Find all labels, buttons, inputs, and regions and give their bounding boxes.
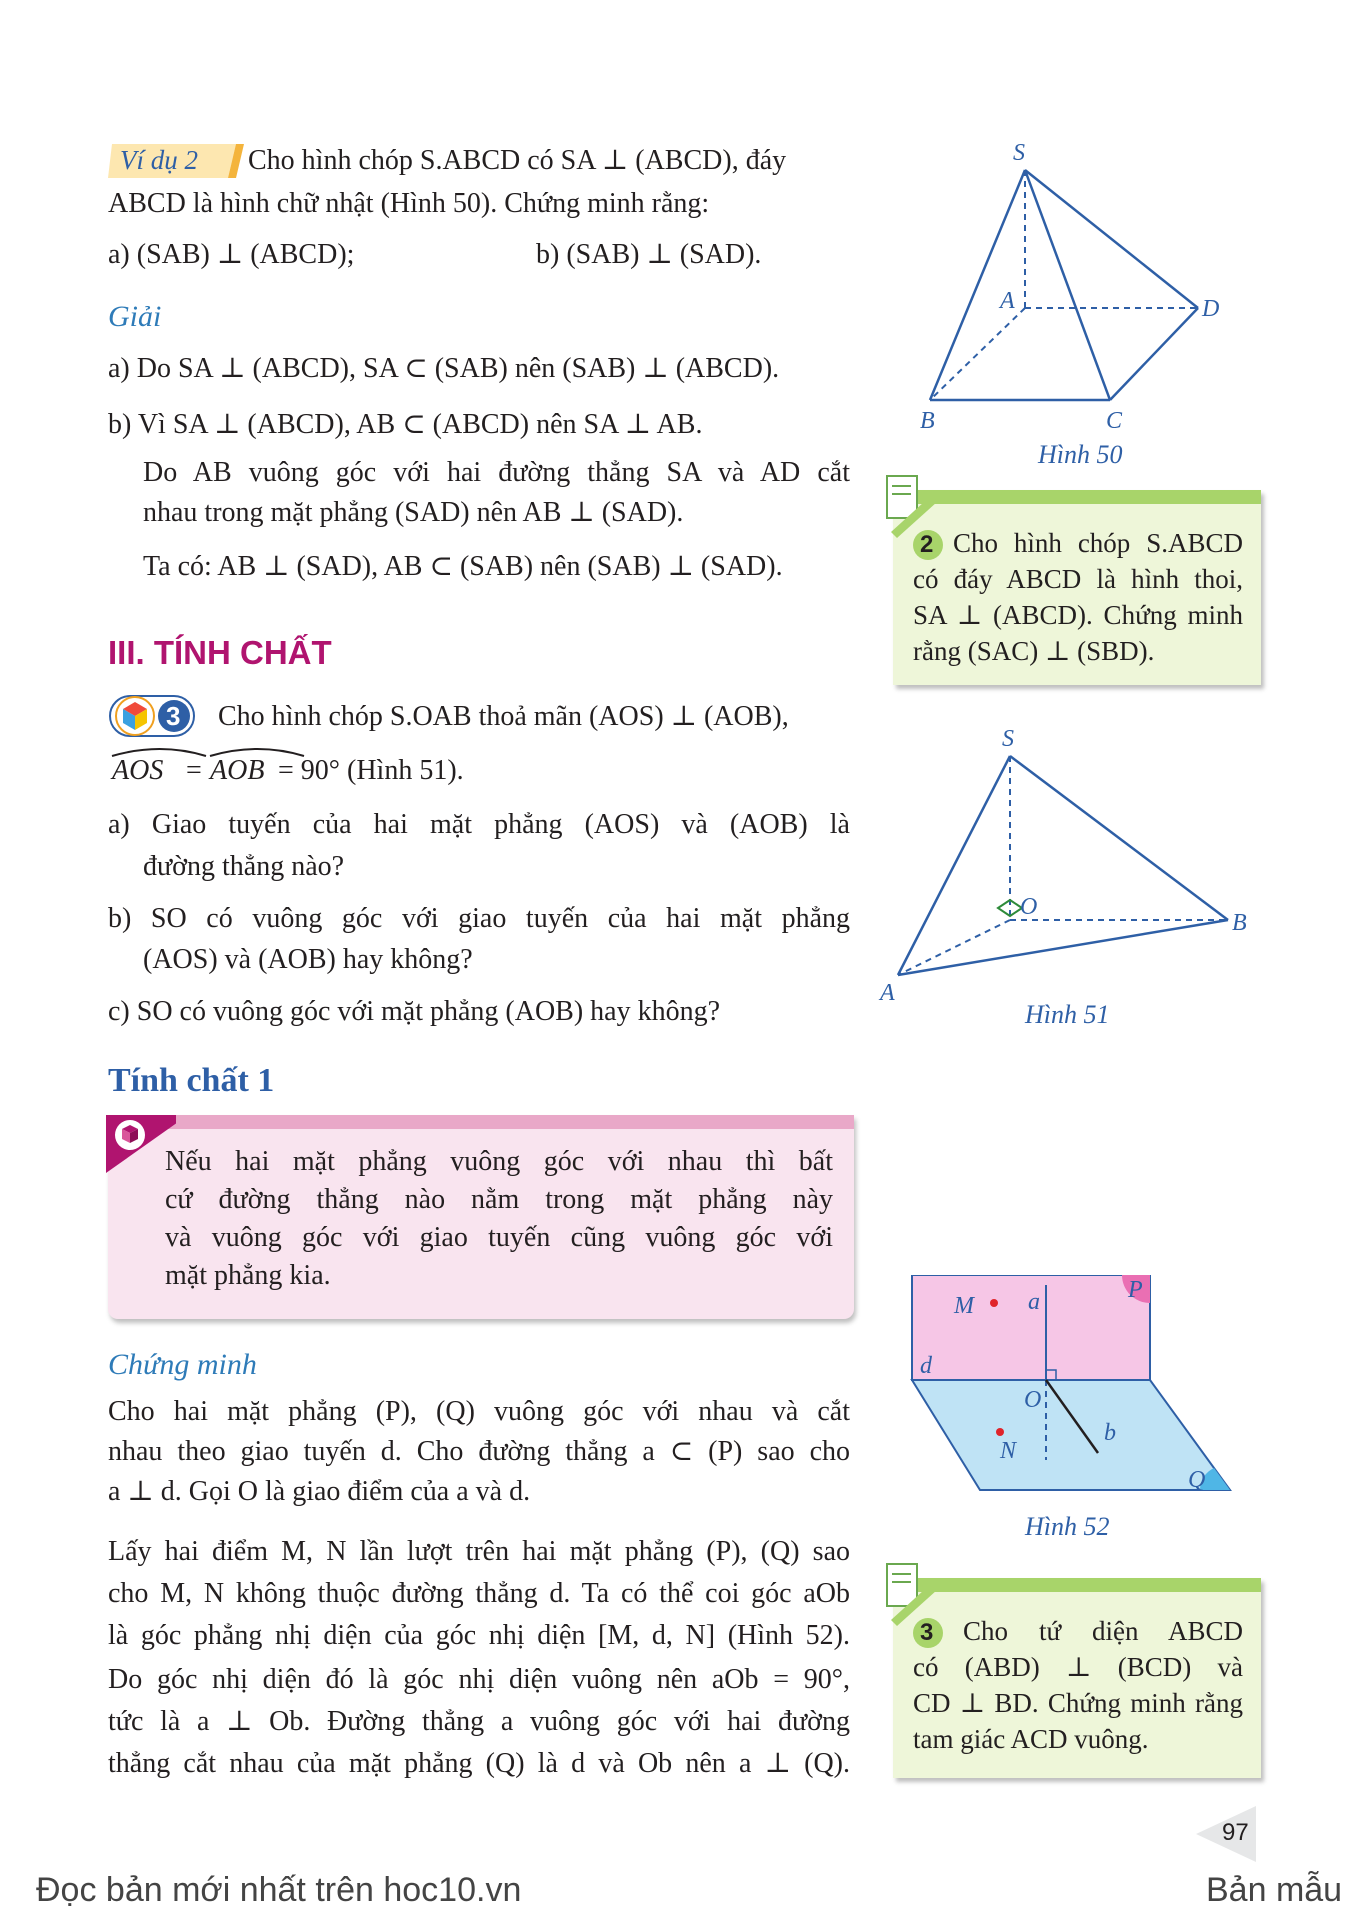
fig52-caption: Hình 52 [1025, 1512, 1110, 1541]
proof-p4: Lấy hai điểm M, N lần lượt trên hai mặt phẳng (P), (Q) sao [108, 1536, 850, 1567]
fig52-label-p: P [1128, 1277, 1143, 1303]
fig52-label-m: M [954, 1293, 974, 1319]
activity-a1: a) Giao tuyến của hai mặt phẳng (AOS) và (AOB) là [108, 809, 850, 840]
fig51-label-a: A [880, 980, 895, 1006]
figure-51 [870, 720, 1250, 1010]
proof-title: Chứng minh [108, 1348, 257, 1381]
practice2-l2: có đáy ABCD là hình thoi, [913, 564, 1243, 594]
activity-line1: Cho hình chóp S.OAB thoả mãn (AOS) ⊥ (AOB), [218, 701, 789, 732]
example-part-b: b) (SAB) ⊥ (SAD). [536, 239, 762, 270]
activity-badge [108, 690, 196, 740]
practice2-l4: rằng (SAC) ⊥ (SBD). [913, 636, 1155, 666]
fig51-label-o: O [1020, 894, 1038, 920]
practice3-bar [893, 1578, 1261, 1592]
proof-p3: a ⊥ d. Gọi O là giao điểm của a và d. [108, 1476, 531, 1507]
fig50-label-s: S [1013, 140, 1025, 166]
practice2-l3: SA ⊥ (ABCD). Chứng minh [913, 600, 1243, 630]
solution-b1: b) Vì SA ⊥ (ABCD), AB ⊂ (ABCD) nên SA ⊥ AB. [108, 409, 703, 440]
section-title: III. TÍNH CHẤT [108, 634, 332, 671]
fig50-label-d: D [1202, 296, 1220, 322]
property-title: Tính chất 1 [108, 1062, 275, 1099]
footer-right-label: Bản mẫu [1206, 1871, 1343, 1909]
example-line2: ABCD là hình chữ nhật (Hình 50). Chứng minh rằng: [108, 188, 710, 219]
fig52-label-n: N [1000, 1438, 1017, 1464]
property-l2: cứ đường thẳng nào nằm trong mặt phẳng này [165, 1184, 833, 1215]
fig51-caption: Hình 51 [1025, 1000, 1110, 1029]
proof-p1: Cho hai mặt phẳng (P), (Q) vuông góc với nhau và cắt [108, 1396, 850, 1427]
activity-b2: (AOS) và (AOB) hay không? [143, 944, 473, 975]
practice3-l2: có (ABD) ⊥ (BCD) và [913, 1652, 1243, 1682]
fig52-label-b: b [1104, 1420, 1116, 1446]
fig52-label-d: d [920, 1353, 932, 1379]
activity-a2: đường thẳng nào? [143, 851, 345, 882]
activity-eq: = [186, 755, 202, 786]
practice3-box [893, 1578, 1261, 1778]
fig50-label-c: C [1106, 408, 1123, 430]
activity-b1: b) SO có vuông góc với giao tuyến của hai mặt phẳng [108, 903, 850, 934]
practice2-bar [893, 490, 1261, 504]
example-line1: Cho hình chóp S.ABCD có SA ⊥ (ABCD), đáy [248, 145, 787, 176]
proof-p6: là góc phẳng nhị diện của góc nhị diện [M, d, N] (Hình 52). [108, 1620, 850, 1651]
angle-aos: AOS [112, 755, 164, 786]
figure-50 [900, 130, 1240, 430]
fig52-label-o: O [1024, 1387, 1042, 1413]
practice3-number: 3 [920, 1619, 934, 1646]
practice3-l4: tam giác ACD vuông. [913, 1724, 1149, 1754]
property-l1: Nếu hai mặt phẳng vuông góc với nhau thì bất [165, 1146, 833, 1177]
practice2-box [893, 490, 1261, 685]
activity-c: c) SO có vuông góc với mặt phẳng (AOB) hay không? [108, 996, 721, 1027]
property-bar [108, 1115, 854, 1129]
practice2-number: 2 [920, 531, 934, 558]
fig51-label-b: B [1232, 910, 1247, 936]
property-l4: mặt phẳng kia. [165, 1260, 331, 1291]
activity-line2-right: = 90° (Hình 51). [278, 755, 464, 786]
example-tag [108, 142, 240, 178]
proof-p7: Do góc nhị diện đó là góc nhị diện vuông nên aOb = 90°, [108, 1664, 850, 1695]
fig50-label-a: A [1000, 288, 1015, 314]
solution-a: a) Do SA ⊥ (ABCD), SA ⊂ (SAB) nên (SAB) ⊥ (ABCD). [108, 353, 780, 384]
proof-p5: cho M, N không thuộc đường thẳng d. Ta có thể coi góc aOb [108, 1578, 850, 1609]
fig51-label-s: S [1002, 726, 1014, 752]
solution-b3: nhau trong mặt phẳng (SAD) nên AB ⊥ (SAD). [143, 497, 684, 528]
property-l3: và vuông góc với giao tuyến cũng vuông góc với [165, 1222, 833, 1253]
fig52-label-q: Q [1188, 1467, 1206, 1493]
footer-left-link[interactable]: Đọc bản mới nhất trên hoc10.vn [36, 1871, 522, 1909]
property-box [108, 1115, 854, 1319]
angle-aob: AOB [210, 755, 265, 786]
practice3-l3: CD ⊥ BD. Chứng minh rằng [913, 1688, 1243, 1718]
proof-p9: thẳng cắt nhau của mặt phẳng (Q) là d và Ob nên a ⊥ (Q). [108, 1748, 850, 1779]
activity-number: 3 [166, 701, 181, 731]
fig50-label-b: B [920, 408, 935, 430]
practice3-l1: Cho tứ diện ABCD [963, 1616, 1243, 1646]
activity-aos [112, 754, 163, 788]
solution-title: Giải [108, 300, 162, 333]
proof-p2: nhau theo giao tuyến d. Cho đường thẳng a ⊂ (P) sao cho [108, 1436, 850, 1467]
example-tag-label: Ví dụ 2 [120, 145, 198, 175]
figure-52 [900, 1275, 1240, 1495]
fig52-label-a: a [1028, 1289, 1040, 1315]
activity-aob [210, 754, 264, 788]
proof-p8: tức là a ⊥ Ob. Đường thẳng a vuông góc với hai đường [108, 1706, 850, 1737]
example-part-a: a) (SAB) ⊥ (ABCD); [108, 239, 355, 270]
practice2-l1: Cho hình chóp S.ABCD [953, 528, 1243, 558]
solution-b4: Ta có: AB ⊥ (SAD), AB ⊂ (SAB) nên (SAB) ⊥ (SAD). [143, 551, 783, 582]
fig50-caption: Hình 50 [1038, 440, 1123, 469]
solution-b2: Do AB vuông góc với hai đường thẳng SA và AD cắt [143, 457, 850, 488]
page-number: 97 [1222, 1819, 1249, 1846]
